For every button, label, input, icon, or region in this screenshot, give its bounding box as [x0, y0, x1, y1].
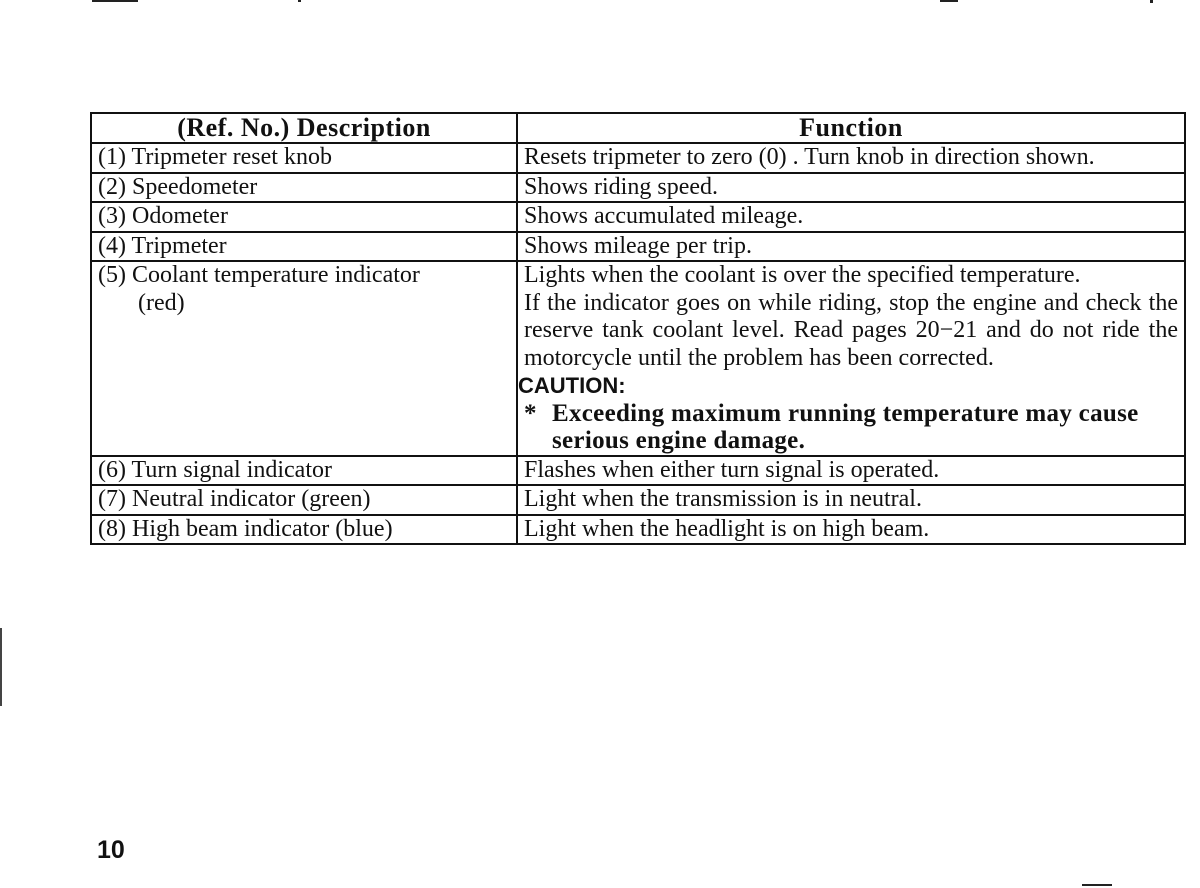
- table-row: [91, 485, 1185, 515]
- scan-edge-mark: [1150, 0, 1153, 3]
- row-description: (6) Turn signal indicator: [91, 456, 517, 486]
- row-description: (4) Tripmeter: [91, 232, 517, 262]
- instrument-function-table: [90, 112, 1186, 545]
- row-description: (8) High beam indicator (blue): [91, 515, 517, 545]
- table-header-row: [91, 113, 1185, 143]
- scan-edge-mark: [0, 628, 2, 706]
- row-function: Shows accumulated mileage.: [517, 202, 1185, 232]
- column-header-function: Function: [517, 113, 1185, 143]
- row-description: [91, 261, 517, 456]
- coolant-function-paragraph-1: Lights when the coolant is over the specified temperature.: [524, 262, 1081, 288]
- caution-text: [524, 400, 1178, 455]
- table-row: [91, 456, 1185, 486]
- table-row-coolant: [91, 261, 1185, 456]
- caution-label: CAUTION:: [518, 373, 626, 398]
- row-function: Flashes when either turn signal is operated.: [517, 456, 1185, 486]
- row-function: Light when the headlight is on high beam.: [517, 515, 1185, 545]
- caution-message: Exceeding maximum running temperature may cause serious engine damage.: [552, 399, 1139, 454]
- row-description: (2) Speedometer: [91, 173, 517, 203]
- page-number: 10: [97, 836, 125, 864]
- table-row: [91, 515, 1185, 545]
- caution-bullet: *: [524, 399, 537, 427]
- column-header-description: (Ref. No.) Description: [91, 113, 517, 143]
- row-description: (7) Neutral indicator (green): [91, 485, 517, 515]
- coolant-description-line2: (red): [138, 289, 185, 316]
- coolant-function-paragraph-2: If the indicator goes on while riding, stop the engine and check the reserve tank coolant level. Read pages 20−21 and do not ride the motorcycle until the problem has been corrected.: [524, 289, 1178, 371]
- scan-edge-mark: [92, 0, 138, 2]
- table-row: [91, 232, 1185, 262]
- scan-edge-mark: [298, 0, 301, 2]
- row-function: Shows mileage per trip.: [517, 232, 1185, 262]
- row-description: (1) Tripmeter reset knob: [91, 143, 517, 173]
- scan-edge-mark: [1082, 884, 1112, 886]
- table-row: [91, 173, 1185, 203]
- row-function: Resets tripmeter to zero (0) . Turn knob in direction shown.: [517, 143, 1185, 173]
- table-row: [91, 202, 1185, 232]
- row-function: Light when the transmission is in neutral.: [517, 485, 1185, 515]
- row-function: Shows riding speed.: [517, 173, 1185, 203]
- coolant-description-line1: (5) Coolant temperature indicator: [98, 262, 420, 288]
- scan-edge-mark: [940, 0, 958, 2]
- row-description: (3) Odometer: [91, 202, 517, 232]
- row-function: [517, 261, 1185, 456]
- table-row: [91, 143, 1185, 173]
